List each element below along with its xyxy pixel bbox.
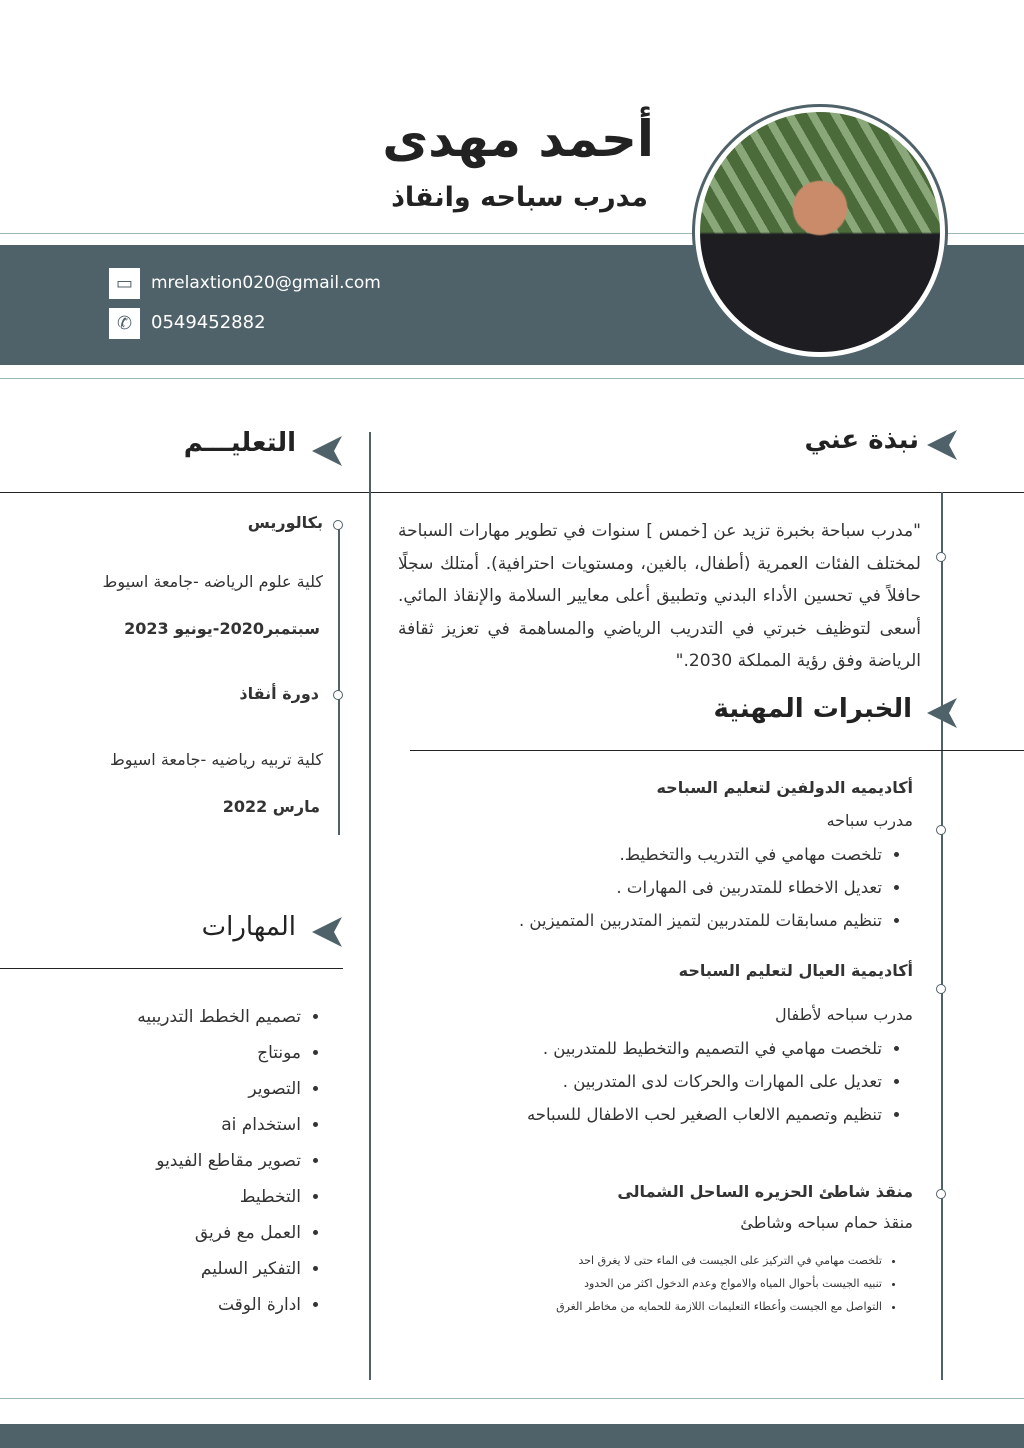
job-org: منقذ شاطئ الحزيره الساحل الشمالى	[617, 1182, 913, 1201]
task: • تلخصت مهامي في التصميم والتخطيط للمتدربين .	[527, 1039, 882, 1058]
task: • تنظيم وتصميم الالعاب الصغير لحب الاطفال للسباحه	[527, 1105, 882, 1124]
degree: بكالوريس	[247, 513, 323, 532]
job-role: مدرب سباحه	[826, 811, 913, 830]
timeline-dot	[936, 984, 946, 994]
skill: • استخدام ai	[137, 1115, 301, 1135]
chevron-left-icon	[927, 698, 957, 728]
job-tasks	[542, 1249, 912, 1318]
skills-heading: المهارات	[201, 912, 296, 942]
divider	[410, 750, 1024, 751]
job-tasks	[519, 845, 912, 938]
about-heading: نبذة عني	[804, 425, 919, 455]
divider	[0, 378, 1024, 379]
timeline-dot	[936, 825, 946, 835]
task: • تلخصت مهامي في التركيز على الجيست فى الماء حتى لا يغرق احد	[542, 1249, 882, 1272]
timeline-dot	[333, 690, 343, 700]
email[interactable]: mrelaxtion020@gmail.com	[151, 273, 381, 293]
divider	[0, 492, 1024, 493]
skill: • التخطيط	[137, 1187, 301, 1207]
chevron-left-icon	[312, 917, 342, 947]
job-role: منقذ حمام سباحه وشاطئ	[740, 1213, 913, 1232]
chevron-left-icon	[927, 430, 957, 460]
skills-list	[137, 1007, 331, 1323]
job-tasks	[527, 1039, 912, 1132]
about-text: "مدرب سباحة بخبرة تزيد عن [خمس ] سنوات في تطوير مهارات السباحة لمختلف الفئات العمرية (أطفال، بالغين، ومستويات احترافية). أمتلك سجلًا حافلاً في تحسين الأداء البدني وتطبيق أعلى معايير السلامة والإنقاذ المائي. أسعى لتوظيف خبرتي في التدريب الرياضي والمساهمة في تعزيز ثقافة الرياضة وفق رؤية المملكة 2030."	[398, 521, 921, 671]
phone[interactable]: 0549452882	[151, 312, 266, 333]
task: • تلخصت مهامي في التدريب والتخطيط.	[519, 845, 882, 864]
date: مارس 2022	[222, 797, 320, 816]
task: • تعديل على المهارات والحركات لدى المتدربين .	[527, 1072, 882, 1091]
job-role: مدرب سباحه لأطفال	[775, 1005, 913, 1024]
date: سبتمبر2020-يونيو 2023	[124, 619, 320, 638]
job-org: أكاديميه الدولفين لتعليم السباحه	[656, 778, 913, 797]
experience-heading: الخبرات المهنية	[713, 694, 912, 724]
footer-band	[0, 1424, 1024, 1448]
task: • التواصل مع الجيست وأعطاء التعليمات اللازمة للحمايه من مخاطر الغرق	[542, 1295, 882, 1318]
name: أحمد مهدى	[382, 110, 654, 168]
degree: دورة أنقاذ	[239, 684, 319, 703]
timeline	[941, 492, 943, 1380]
laptop-icon: ▭	[109, 268, 140, 299]
chevron-left-icon	[312, 436, 342, 466]
divider	[0, 1398, 1024, 1399]
task: • تنظيم مسابقات للمتدربين لتميز المتدربين المتميزين .	[519, 911, 882, 930]
timeline-dot	[936, 1189, 946, 1199]
skill: • التصوير	[137, 1079, 301, 1099]
phone-icon: ✆	[109, 308, 140, 339]
task: • تنبيه الجيست بأحوال المياه والامواج وعدم الدخول اكثر من الحدود	[542, 1272, 882, 1295]
task: • تعديل الاخطاء للمتدربين فى المهارات .	[519, 878, 882, 897]
timeline-dot	[333, 520, 343, 530]
job-title: مدرب سباحه وانقاذ	[391, 182, 648, 213]
education-heading: التعليـــم	[183, 428, 296, 458]
skill: • العمل مع فريق	[137, 1223, 301, 1243]
skill: • ادارة الوقت	[137, 1295, 301, 1315]
column-divider	[369, 432, 371, 1380]
job-org: أكاديمية العيال لتعليم السباحه	[678, 961, 913, 980]
timeline-dot	[936, 552, 946, 562]
avatar	[692, 104, 948, 360]
skill: • تصوير مقاطع الفيديو	[137, 1151, 301, 1171]
skill: • التفكير السليم	[137, 1259, 301, 1279]
school: كلية تربيه رياضيه -جامعة اسيوط	[110, 750, 323, 769]
skill: • تصميم الخطط التدريبيه	[137, 1007, 301, 1027]
school: كلية علوم الرياضه -جامعة اسيوط	[102, 572, 323, 591]
skill: • مونتاج	[137, 1043, 301, 1063]
divider	[0, 968, 343, 969]
timeline	[338, 525, 340, 835]
